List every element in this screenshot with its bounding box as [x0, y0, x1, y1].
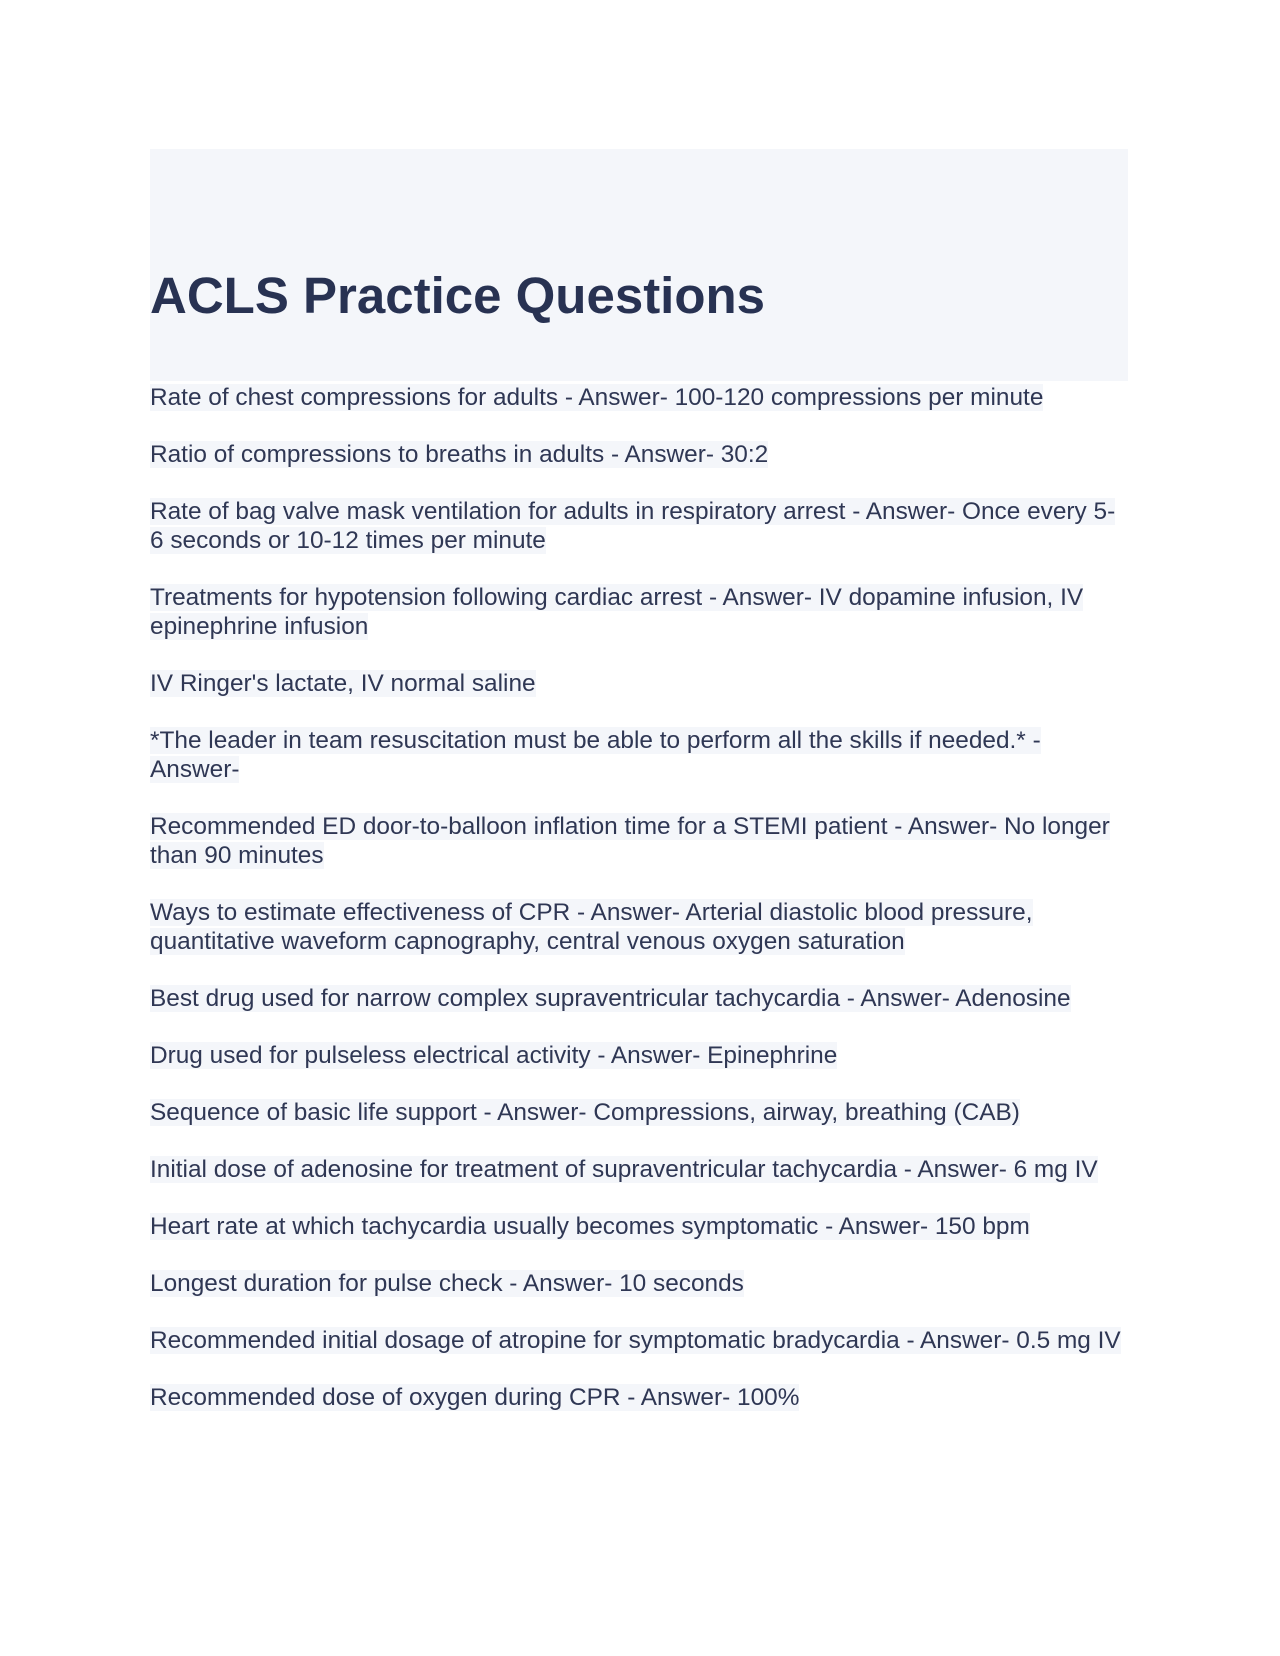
qa-item [150, 1212, 1128, 1241]
qa-item [150, 383, 1128, 412]
qa-item [150, 812, 1128, 870]
qa-item [150, 1098, 1128, 1127]
qa-text: Longest duration for pulse check - Answer- 10 seconds [150, 1270, 744, 1297]
qa-text: Drug used for pulseless electrical activity - Answer- Epinephrine [150, 1042, 838, 1069]
qa-item [150, 1041, 1128, 1070]
qa-text: Ratio of compressions to breaths in adults - Answer- 30:2 [150, 441, 769, 468]
qa-text: Initial dose of adenosine for treatment of supraventricular tachycardia - Answer- 6 mg IV [150, 1156, 1098, 1183]
qa-item [150, 1326, 1128, 1355]
qa-list [150, 383, 1128, 1412]
qa-item [150, 1269, 1128, 1298]
qa-text: Ways to estimate effectiveness of CPR - Answer- Arterial diastolic blood pressure, quantitative waveform capnography, central venous oxygen saturation [150, 899, 1033, 955]
qa-text: Rate of chest compressions for adults - Answer- 100-120 compressions per minute [150, 384, 1044, 411]
qa-text: IV Ringer's lactate, IV normal saline [150, 670, 536, 697]
qa-text: Recommended ED door-to-balloon inflation time for a STEMI patient - Answer- No longer than 90 minutes [150, 813, 1110, 869]
page-title: ACLS Practice Questions [150, 267, 766, 324]
qa-item [150, 497, 1128, 555]
qa-item [150, 726, 1128, 784]
qa-item [150, 898, 1128, 956]
qa-text: Heart rate at which tachycardia usually becomes symptomatic - Answer- 150 bpm [150, 1213, 1030, 1240]
qa-item [150, 1155, 1128, 1184]
qa-item [150, 440, 1128, 469]
qa-item [150, 1383, 1128, 1412]
title-block [150, 149, 1128, 381]
qa-item [150, 583, 1128, 641]
qa-text: *The leader in team resuscitation must be able to perform all the skills if needed.* - Answer- [150, 727, 1041, 783]
qa-text: Best drug used for narrow complex supraventricular tachycardia - Answer- Adenosine [150, 985, 1071, 1012]
qa-item [150, 669, 1128, 698]
qa-text: Recommended initial dosage of atropine for symptomatic bradycardia - Answer- 0.5 mg IV [150, 1327, 1121, 1354]
qa-text: Recommended dose of oxygen during CPR - Answer- 100% [150, 1384, 800, 1411]
qa-text: Rate of bag valve mask ventilation for adults in respiratory arrest - Answer- Once every 5-6 seconds or 10-12 times per minute [150, 498, 1116, 554]
qa-text: Sequence of basic life support - Answer- Compressions, airway, breathing (CAB) [150, 1099, 1020, 1126]
document-page [150, 149, 1128, 1440]
qa-item [150, 984, 1128, 1013]
qa-text: Treatments for hypotension following cardiac arrest - Answer- IV dopamine infusion, IV epinephrine infusion [150, 584, 1084, 640]
